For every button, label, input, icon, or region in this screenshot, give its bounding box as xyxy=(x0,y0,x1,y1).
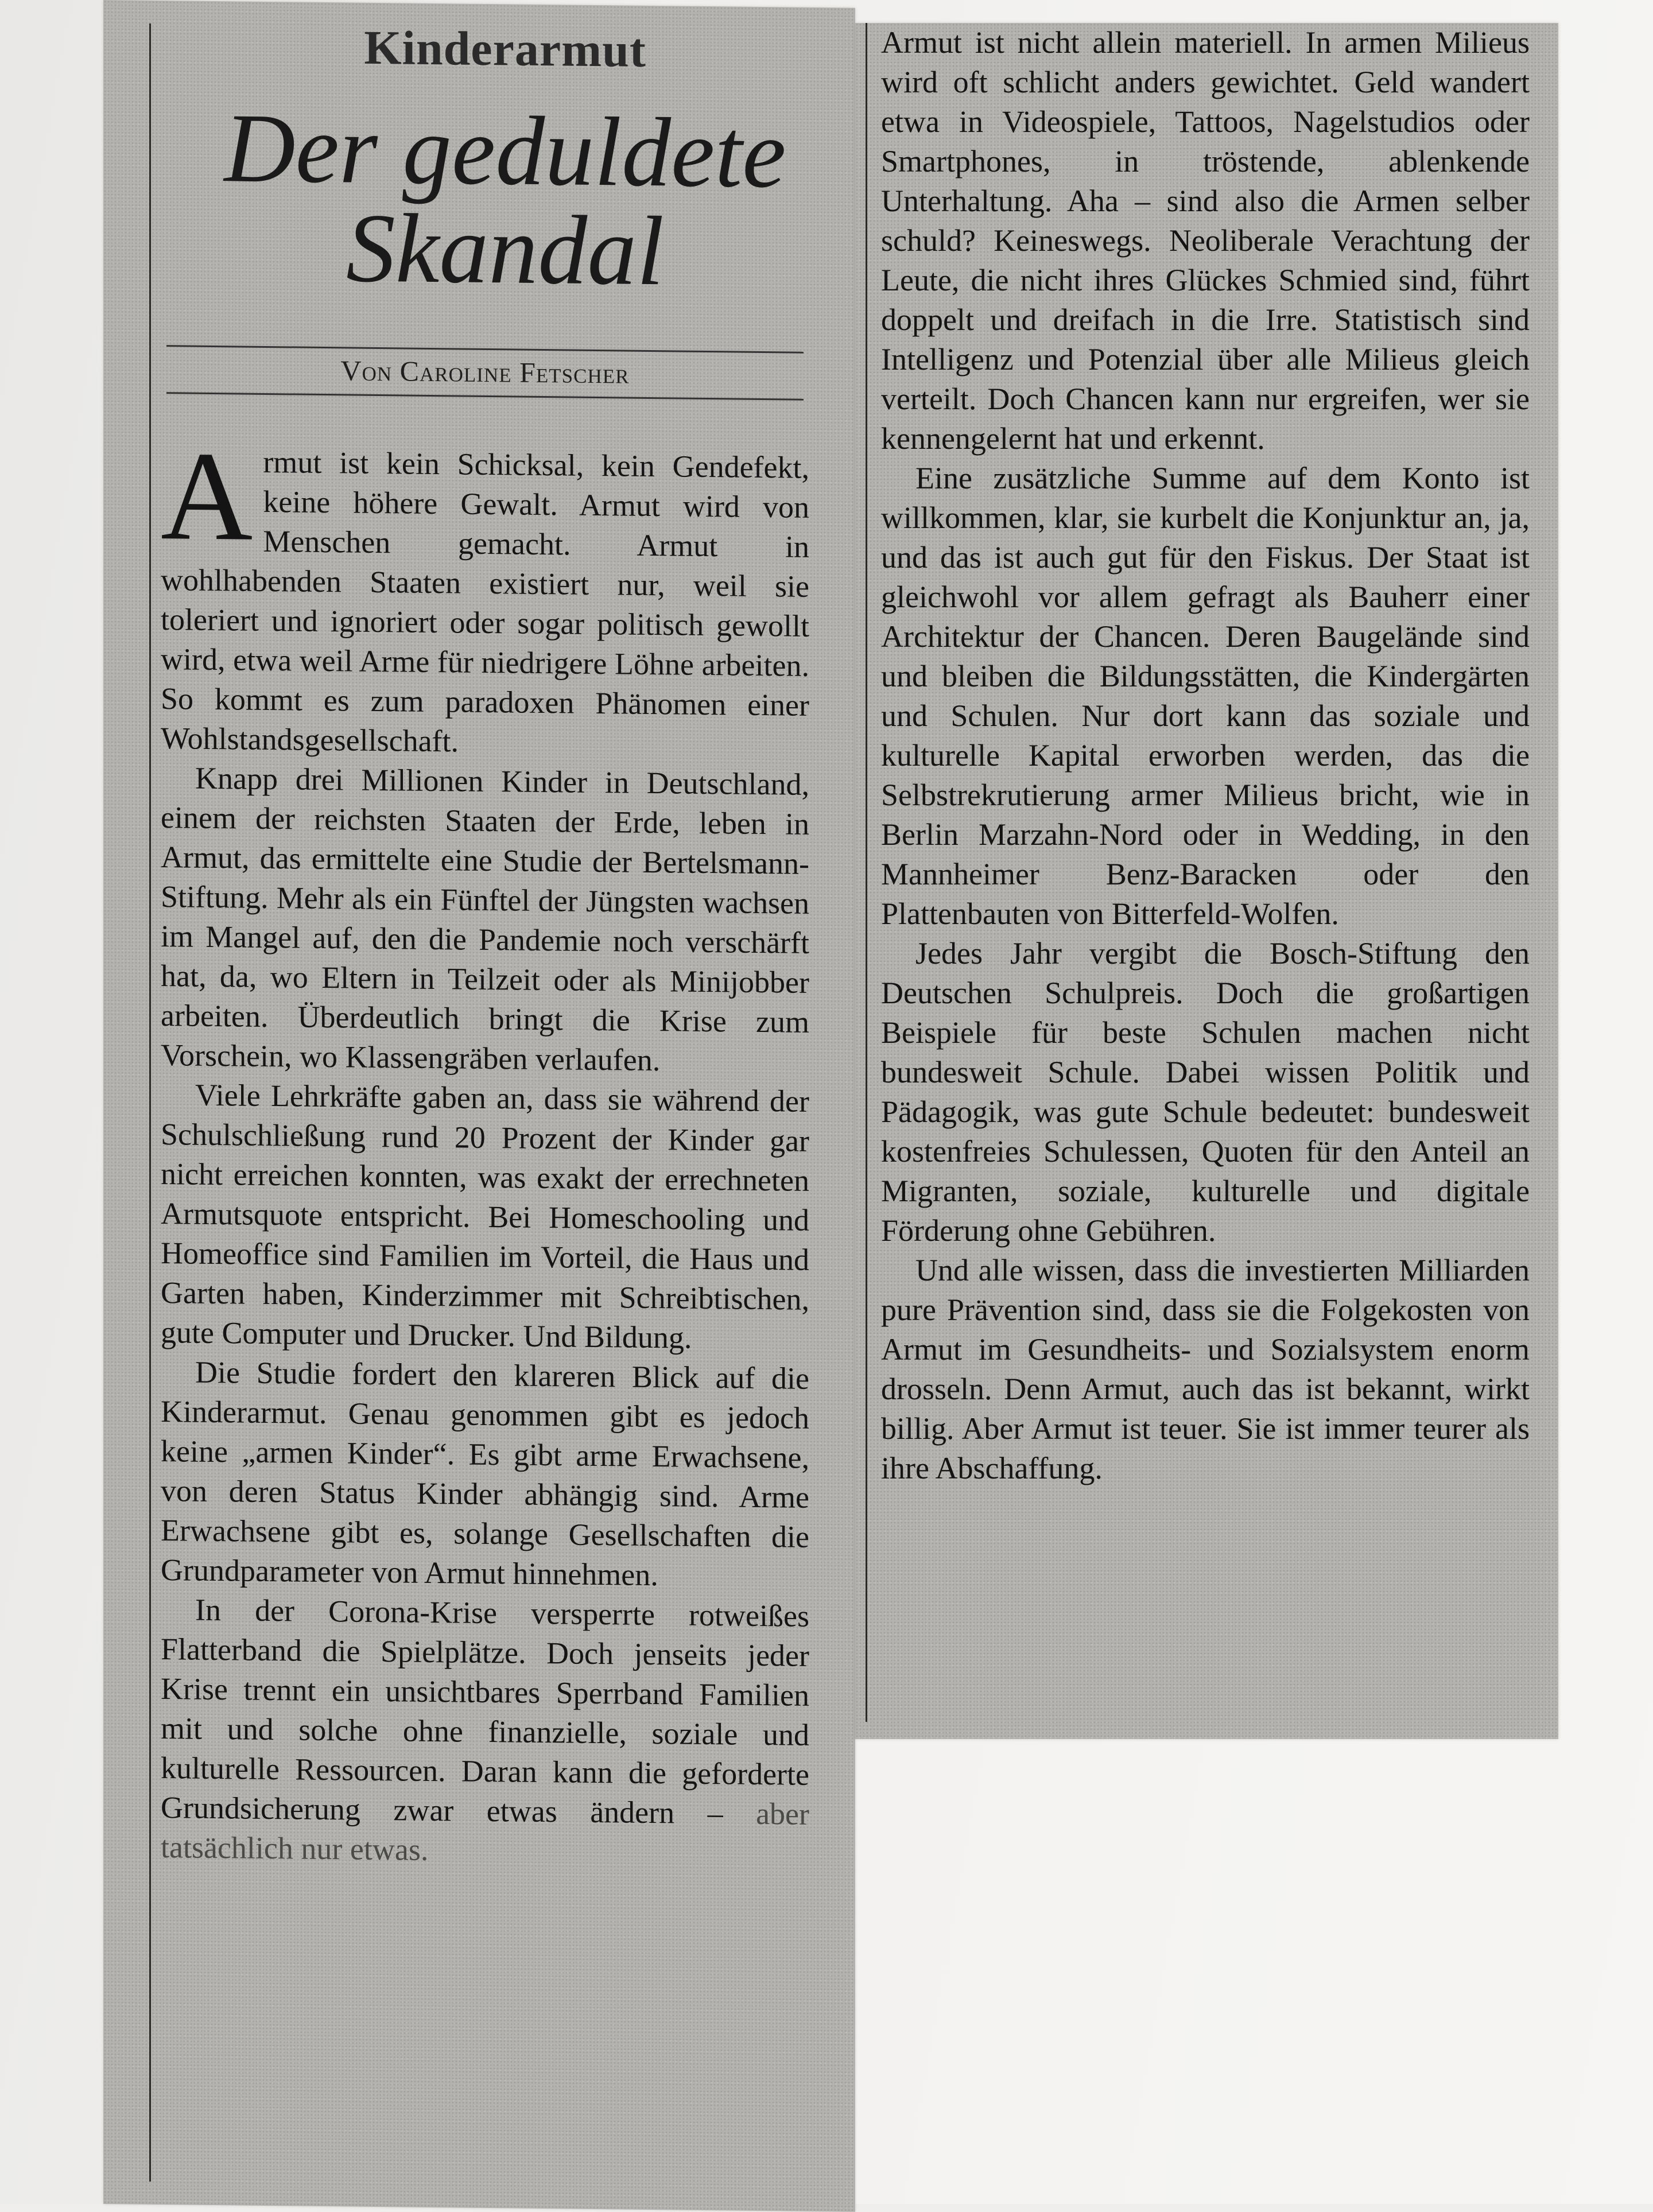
headline-line-2: Skandal xyxy=(346,193,665,306)
paragraph: Und alle wissen, dass die investierten Milliarden pure Prävention sind, dass sie die Folgekosten von Armut im Gesundheits- und Sozialsystem enorm drosseln. Denn Armut, auch das ist bekannt, wirkt billig. Aber Armut ist teuer. Sie ist immer teurer als ihre Abschaffung. xyxy=(881,1253,1530,1485)
byline: Von Caroline Fetscher xyxy=(340,354,630,390)
paragraph: Armut ist nicht allein materiell. In armen Milieus wird oft schlicht anders gewichtet. Geld wandert etwa in Videospiele, Tattoos, Nagelstudios oder Smartphones, in tröstende, ablenkende Unterhaltung. Aha – sind also die Armen selber schuld? Keineswegs. Neoliberale Verachtung der Leute, die nicht ihres Glückes Schmied sind, führt doppelt und dreifach in die Irre. Statistisch sind Intelligenz und Potenzial über alle Milieus gleich verteilt. Doch Chancen kann nur ergreifen, wer sie kennengelernt hat und erkennt. xyxy=(881,25,1530,456)
paragraph xyxy=(161,1590,809,1874)
column-rule xyxy=(149,24,151,2182)
paragraph: Eine zusätzliche Summe auf dem Konto ist willkommen, klar, sie kurbelt die Konjunktur an, ja, und das ist auch gut für den Fiskus. Der Staat ist gleichwohl vor allem gefragt als Bauherr einer Architektur der Chancen. Deren Baugelände sind und bleiben die Bildungsstätten, die Kindergärten und Schulen. Nur dort kann das soziale und kulturelle Kapital erworben werden, das die Selbstrekrutierung armer Milieus bricht, wie in Berlin Marzahn-Nord oder in Wedding, in den Mannheimer Benz-Baracken oder den Plattenbauten von Bitterfeld-Wolfen. xyxy=(881,461,1530,931)
clipping-right xyxy=(855,23,1558,1739)
rule-below-byline xyxy=(166,392,804,401)
paragraph: Jedes Jahr vergibt die Bosch-Stiftung den Deutschen Schulpreis. Doch die großartigen Beispiele für beste Schulen machen nicht bundesweit Schule. Dabei wissen Politik und Pädagogik, was gute Schule bedeutet: bundesweit kostenfreies Schulessen, Quoten für den Anteil an Migranten, soziale, kulturelle und digitale Förderung ohne Gebühren. xyxy=(881,936,1530,1248)
paragraph: Viele Lehrkräfte gaben an, dass sie während der Schulschließung rund 20 Prozent der Kinder gar nicht erreichen konnten, was exakt der errechneten Armutsquote entspricht. Bei Homeschooling und Homeoffice sind Familien im Vorteil, die Haus und Garten haben, Kinderzimmer mit Schreibtischen, gute Computer und Drucker. Und Bildung. xyxy=(161,1077,809,1355)
paragraph xyxy=(161,425,809,765)
paragraph: Die Studie fordert den klareren Blick auf die Kinderarmut. Genau genommen gibt es jedoch keine „armen Kinder“. Es gibt arme Erwachsene, von deren Status Kinder abhängig sind. Arme Erwachsene gibt es, solange Gesellschaften die Grundparameter von Armut hinnehmen. xyxy=(161,1355,809,1593)
article-column-right xyxy=(881,23,1530,1488)
headline xyxy=(161,94,849,306)
clipping-left xyxy=(103,0,855,2212)
kicker: Kinderarmut xyxy=(364,21,646,77)
cut-off-text: aber tatsächlich nur etwas. xyxy=(161,1796,810,1867)
rule-above-byline xyxy=(166,345,804,354)
drop-cap: A xyxy=(161,425,253,568)
column-rule xyxy=(866,23,867,1722)
paragraph-text: In der Corona-Krise versperrte rotweißes Flatterband die Spielplätze. Doch jenseits jeder Krise trennt ein unsichtbares Sperrband Familien mit und solche ohne finanzielle, soziale und kulturelle Ressourcen. Daran kann die geforderte Grundsicherung zwar etwas ändern – xyxy=(161,1592,809,1831)
headline-line-1: Der geduldete xyxy=(224,94,786,209)
paragraph-text: rmut ist kein Schicksal, kein Gendefekt, keine höhere Gewalt. Armut wird von Menschen gemacht. Armut in wohlhabenden Staaten existiert nur, weil sie toleriert und ignoriert oder sogar politisch gewollt wird, etwa weil Arme für niedrigere Löhne arbeiten. So kommt es zum paradoxen Phänomen einer Wohlstandsgesellschaft. xyxy=(161,444,809,759)
article-column-left xyxy=(161,425,810,1874)
paragraph: Knapp drei Millionen Kinder in Deutschland, einem der reichsten Staaten der Erde, leben in Armut, das ermittelte eine Studie der Bertelsmann-Stiftung. Mehr als ein Fünftel der Jüngsten wachsen im Mangel auf, den die Pandemie noch verschärft hat, da, wo Eltern in Teilzeit oder als Minijobber arbeiten. Überdeutlich bringt die Krise zum Vorschein, wo Klassengräben verlaufen. xyxy=(161,760,809,1078)
